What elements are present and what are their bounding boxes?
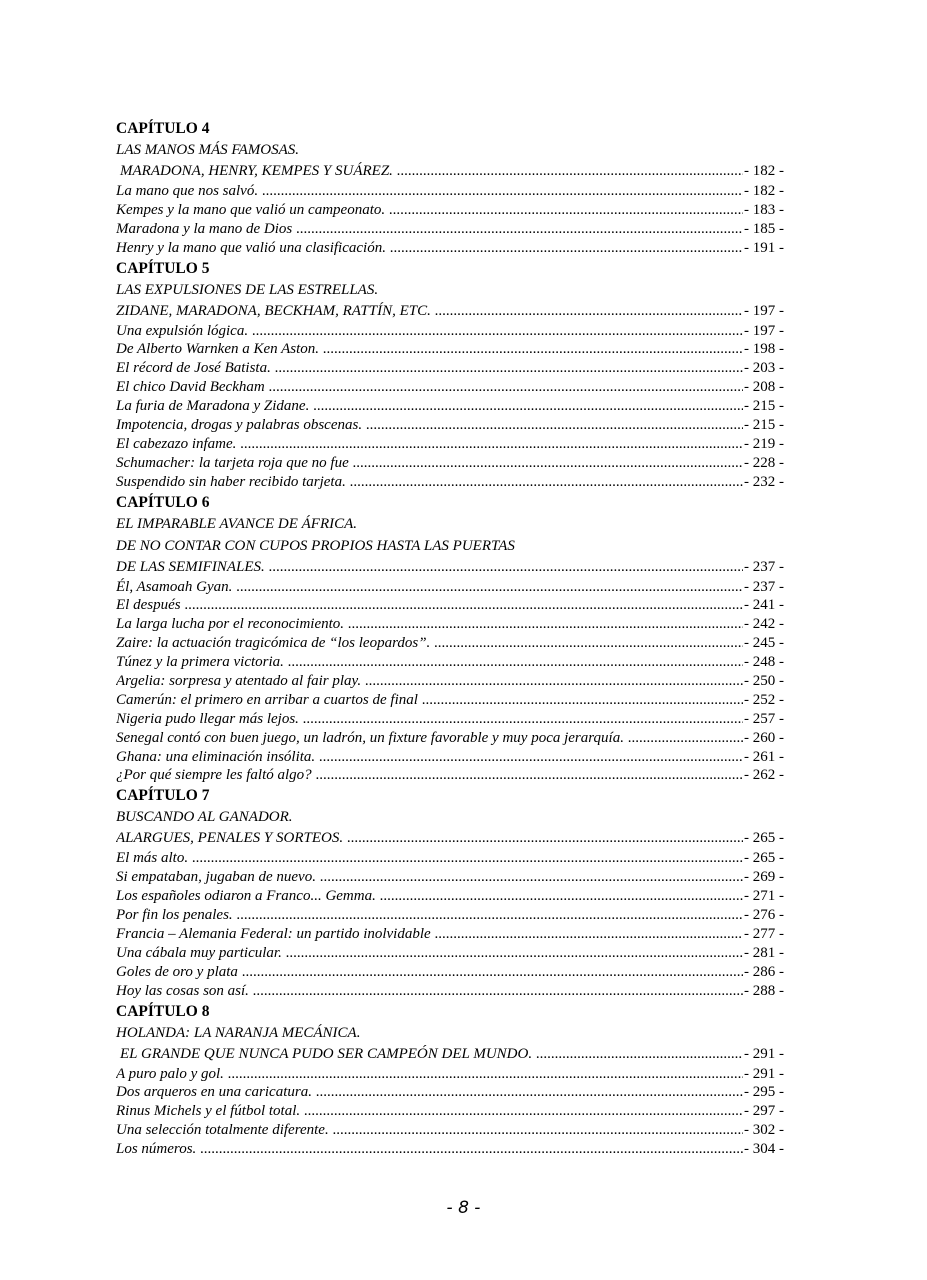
toc-entry-title: Una selección totalmente diferente. ..... xyxy=(116,1121,784,1140)
toc-entry-page: - 260 - xyxy=(744,729,784,746)
toc-entry-title: Si empataban, jugaban de nuevo. ..... xyxy=(116,868,784,887)
toc-entry[interactable] xyxy=(116,925,784,944)
toc-entry-title: ZIDANE, MARADONA, BECKHAM, RATTÍN, ETC. ..... xyxy=(116,301,784,322)
toc-entry-title: El después ..... xyxy=(116,596,784,615)
toc-entry-title: Schumacher: la tarjeta roja que no fue ..... xyxy=(116,454,784,473)
toc-entry-title: Camerún: el primero en arribar a cuartos de final ..... xyxy=(116,691,784,710)
toc-entry-title: MARADONA, HENRY, KEMPES Y SUÁREZ. ..... xyxy=(116,161,784,182)
toc-entry-page: - 257 - xyxy=(744,710,784,727)
toc-entry[interactable] xyxy=(116,435,784,454)
toc-entry[interactable] xyxy=(116,220,784,239)
toc-entry-page: - 182 - xyxy=(744,183,784,199)
toc-entry-title: Una cábala muy particular. ..... xyxy=(116,944,784,963)
chapter-subtitle: EL IMPARABLE AVANCE DE ÁFRICA. xyxy=(116,515,358,532)
toc-entry-page: - 208 - xyxy=(744,379,784,396)
toc-entry-title: La furia de Maradona y Zidane. ..... xyxy=(116,397,784,416)
chapter-subtitle: LAS EXPULSIONES DE LAS ESTRELLAS. xyxy=(116,281,379,298)
toc-entry[interactable] xyxy=(116,729,784,748)
toc-entry-title: Dos arqueros en una caricatura. ..... xyxy=(116,1083,784,1102)
toc-entry-page: - 237 - xyxy=(744,578,784,595)
toc-entry-page: - 228 - xyxy=(744,454,784,471)
chapter-subtitle: BUSCANDO AL GANADOR. xyxy=(116,809,293,826)
toc-entry[interactable] xyxy=(116,201,784,220)
toc-entry[interactable] xyxy=(116,473,784,492)
toc-entry-page: - 277 - xyxy=(744,925,784,942)
toc-entry-page: - 276 - xyxy=(744,907,784,924)
toc-entry-title: La larga lucha por el reconocimiento. ..... xyxy=(116,615,784,634)
toc-entry[interactable] xyxy=(116,615,784,634)
toc-entry[interactable] xyxy=(116,887,784,906)
toc-entry-page: - 197 - xyxy=(744,322,784,339)
toc-entry-page: - 291 - xyxy=(744,1065,784,1082)
toc-entry[interactable] xyxy=(116,849,784,868)
chapter-heading: CAPÍTULO 4 xyxy=(116,120,210,137)
toc-entry[interactable] xyxy=(116,906,784,925)
toc-entry-page: - 185 - xyxy=(744,220,784,237)
toc-entry-page: - 232 - xyxy=(744,473,784,490)
toc-entry-page: - 288 - xyxy=(744,982,784,999)
toc-entry[interactable] xyxy=(116,397,784,416)
toc-entry-title: Goles de oro y plata ..... xyxy=(116,963,784,982)
toc-entry-title: ¿Por qué siempre les faltó algo? ..... xyxy=(116,766,784,785)
toc-entry[interactable] xyxy=(116,378,784,397)
toc-entry[interactable] xyxy=(116,1065,784,1084)
toc-section-entry[interactable] xyxy=(116,828,784,849)
toc-entry[interactable] xyxy=(116,454,784,473)
toc-entry[interactable] xyxy=(116,578,784,597)
toc-entry-title: EL GRANDE QUE NUNCA PUDO SER CAMPEÓN DEL MUNDO. ..... xyxy=(116,1044,784,1065)
toc-entry-title: Kempes y la mano que valió un campeonato. ..... xyxy=(116,201,784,220)
toc-entry-page: - 242 - xyxy=(744,616,784,633)
toc-entry-title: Maradona y la mano de Dios ..... xyxy=(116,220,784,239)
toc-entry-title: Suspendido sin haber recibido tarjeta. ..... xyxy=(116,473,784,492)
chapter-heading: CAPÍTULO 7 xyxy=(116,787,210,805)
toc-section-entry[interactable] xyxy=(116,1044,784,1065)
chapter-subtitle: DE NO CONTAR CON CUPOS PROPIOS HASTA LAS PUERTAS xyxy=(116,537,515,554)
toc-entry-page: - 250 - xyxy=(744,673,784,690)
toc-entry-title: Impotencia, drogas y palabras obscenas. ..... xyxy=(116,416,784,435)
toc-entry-title: El récord de José Batista. ..... xyxy=(116,359,784,378)
toc-entry[interactable] xyxy=(116,944,784,963)
toc-entry-page: - 215 - xyxy=(744,398,784,415)
toc-entry[interactable] xyxy=(116,1140,784,1159)
toc-section-entry[interactable] xyxy=(116,301,784,322)
toc-entry-title: A puro palo y gol. ..... xyxy=(116,1065,784,1084)
toc-entry[interactable] xyxy=(116,239,784,258)
toc-entry-page: - 252 - xyxy=(744,691,784,708)
toc-entry[interactable] xyxy=(116,710,784,729)
toc-entry-title: Zaire: la actuación tragicómica de “los leopardos”. ..... xyxy=(116,634,784,653)
toc-entry-page: - 291 - xyxy=(743,1044,784,1065)
chapter-heading: CAPÍTULO 5 xyxy=(116,259,210,277)
toc-entry[interactable] xyxy=(116,766,784,785)
toc-entry-page: - 183 - xyxy=(744,201,784,218)
toc-entry-page: - 237 - xyxy=(743,557,784,578)
toc-entry-page: - 182 - xyxy=(743,161,784,182)
toc-entry[interactable] xyxy=(116,1102,784,1121)
toc-entry-page: - 197 - xyxy=(743,301,784,322)
toc-entry[interactable] xyxy=(116,322,784,341)
toc-entry-page: - 241 - xyxy=(744,597,784,614)
toc-section-entry[interactable] xyxy=(116,557,784,578)
toc-entry-title: Por fin los penales. ..... xyxy=(116,906,784,925)
toc-entry-title: Una expulsión lógica. ..... xyxy=(116,322,784,341)
toc-entry-page: - 191 - xyxy=(744,239,784,256)
toc-entry-title: De Alberto Warnken a Ken Aston. ..... xyxy=(116,340,784,359)
chapter-heading: CAPÍTULO 6 xyxy=(116,493,210,511)
toc-entry[interactable] xyxy=(116,982,784,1001)
toc-entry-page: - 295 - xyxy=(744,1084,784,1101)
toc-entry-page: - 265 - xyxy=(744,850,784,867)
toc-entry-page: - 198 - xyxy=(744,341,784,358)
toc-entry-page: - 286 - xyxy=(744,963,784,980)
toc-entry-page: - 302 - xyxy=(744,1122,784,1139)
toc-entry-page: - 304 - xyxy=(744,1141,784,1158)
toc-entry-page: - 265 - xyxy=(743,828,784,849)
toc-entry[interactable] xyxy=(116,1121,784,1140)
toc-entry-title: ALARGUES, PENALES Y SORTEOS. ..... xyxy=(116,828,784,849)
toc-entry-title: Nigeria pudo llegar más lejos. ..... xyxy=(116,710,784,729)
toc-entry-page: - 281 - xyxy=(744,944,784,961)
toc-entry-title: Rinus Michels y el fútbol total. ..... xyxy=(116,1102,784,1121)
toc-entry-page: - 215 - xyxy=(744,417,784,434)
toc-entry-title: Henry y la mano que valió una clasificación. ..... xyxy=(116,239,784,258)
toc-entry-title: Los números. ..... xyxy=(116,1140,784,1159)
toc-entry-title: El cabezazo infame. ..... xyxy=(116,435,784,454)
toc-entry-title: Él, Asamoah Gyan. ..... xyxy=(116,578,784,597)
toc-entry-title: Senegal contó con buen juego, un ladrón, un fixture favorable y muy poca jerarquía. ..... xyxy=(116,729,784,748)
toc-entry-page: - 269 - xyxy=(744,869,784,886)
toc-entry[interactable] xyxy=(116,340,784,359)
toc-entry-page: - 261 - xyxy=(744,748,784,765)
toc-entry[interactable] xyxy=(116,653,784,672)
toc-entry[interactable] xyxy=(116,963,784,982)
toc-entry-title: El chico David Beckham ..... xyxy=(116,378,784,397)
chapter-heading: CAPÍTULO 8 xyxy=(116,1002,210,1020)
toc-entry-title: Los españoles odiaron a Franco... Gemma. ..... xyxy=(116,887,784,906)
toc-entry[interactable] xyxy=(116,596,784,615)
toc-entry-title: El más alto. ..... xyxy=(116,849,784,868)
toc-entry-page: - 271 - xyxy=(744,888,784,905)
toc-entry[interactable] xyxy=(116,868,784,887)
toc-entry-page: - 248 - xyxy=(744,654,784,671)
toc-entry-title: La mano que nos salvó. ..... xyxy=(116,182,784,201)
table-of-contents xyxy=(116,118,784,1159)
toc-entry[interactable] xyxy=(116,359,784,378)
chapter-subtitle: HOLANDA: LA NARANJA MECÁNICA. xyxy=(116,1024,361,1041)
page-number: - 8 - xyxy=(446,1198,481,1218)
toc-entry[interactable] xyxy=(116,672,784,691)
toc-section-entry[interactable] xyxy=(116,161,784,182)
toc-entry-page: - 297 - xyxy=(744,1103,784,1120)
toc-entry-page: - 262 - xyxy=(744,767,784,784)
toc-entry[interactable] xyxy=(116,634,784,653)
chapter-subtitle: LAS MANOS MÁS FAMOSAS. xyxy=(116,142,300,158)
toc-entry-page: - 219 - xyxy=(744,435,784,452)
toc-entry-title: DE LAS SEMIFINALES. ..... xyxy=(116,557,784,578)
toc-entry[interactable] xyxy=(116,1083,784,1102)
toc-entry-title: Francia – Alemania Federal: un partido inolvidable ..... xyxy=(116,925,784,944)
toc-entry-page: - 203 - xyxy=(744,360,784,377)
toc-entry[interactable] xyxy=(116,416,784,435)
toc-entry[interactable] xyxy=(116,748,784,767)
toc-entry-title: Argelia: sorpresa y atentado al fair play. ..... xyxy=(116,672,784,691)
toc-entry[interactable] xyxy=(116,182,784,201)
toc-entry[interactable] xyxy=(116,691,784,710)
toc-entry-title: Túnez y la primera victoria. ..... xyxy=(116,653,784,672)
toc-entry-title: Hoy las cosas son así. ..... xyxy=(116,982,784,1001)
toc-entry-page: - 245 - xyxy=(744,635,784,652)
toc-entry-title: Ghana: una eliminación insólita. ..... xyxy=(116,748,784,767)
